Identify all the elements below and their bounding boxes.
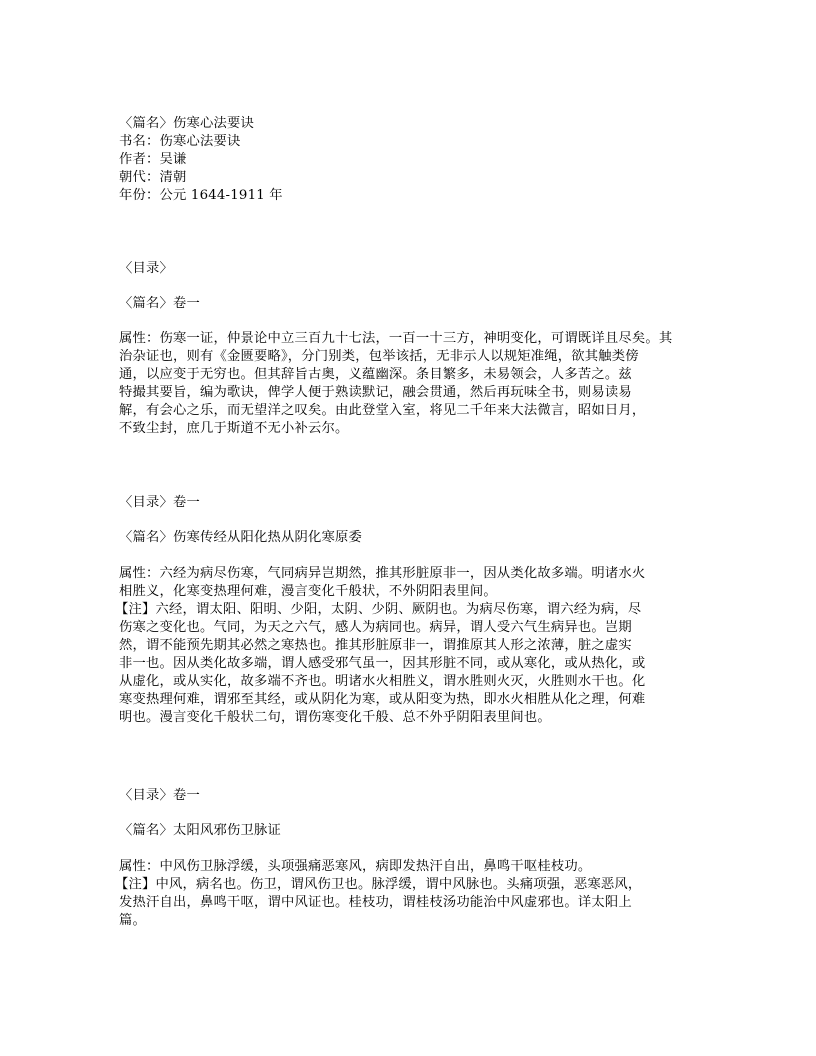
toc-heading: 〈目录〉卷一	[119, 788, 200, 803]
paragraph-line: 伤寒之变化也。气同，为天之六气，感人为病同也。病异，谓人受六气生病异也。岂期	[119, 620, 632, 635]
years: 年份：公元 1644-1911 年	[119, 188, 283, 203]
paragraph-line: 属性：伤寒一证，仲景论中立三百九十七法，一百一十三方，神明变化，可谓既详且尽矣。其	[119, 331, 673, 346]
paragraph-line: 发热汗自出，鼻鸣干呕，谓中风证也。桂枝功，谓桂枝汤功能治中风虚邪也。详太阳上	[119, 895, 632, 910]
paragraph-line: 寒变热理何难，谓邪至其经，或从阴化为寒，或从阳变为热，即水火相胜从化之理，何难	[119, 692, 646, 707]
paragraph-line: 特撮其要旨，编为歌诀，俾学人便于熟读默记，融会贯通，然后再玩味全书，则易读易	[119, 385, 632, 400]
chapter-heading: 〈篇名〉伤寒传经从阳化热从阴化寒原委	[119, 530, 362, 545]
paragraph-line: 明也。漫言变化千般状二句，谓伤寒变化千般、总不外乎阴阳表里间也。	[119, 710, 551, 725]
dynasty: 朝代：清朝	[119, 170, 187, 185]
chapter-heading: 〈篇名〉太阳风邪伤卫脉证	[119, 823, 281, 838]
paragraph-line: 不致尘封，庶几于斯道不无小补云尔。	[119, 421, 349, 436]
chapter-title: 〈篇名〉伤寒心法要诀	[119, 116, 254, 131]
author: 作者：吴谦	[119, 152, 187, 167]
paragraph-line: 通，以应变于无穷也。但其辞旨古奥，义蕴幽深。条目繁多，未易领会，人多苦之。兹	[119, 367, 632, 382]
annotation-line: 【注】六经，谓太阳、阳明、少阳，太阴、少阴、厥阴也。为病尽伤寒，谓六经为病，尽	[115, 602, 642, 617]
annotation-line: 【注】中风，病名也。伤卫，谓风伤卫也。脉浮缓，谓中风脉也。头痛项强，恶寒恶风，	[115, 877, 642, 892]
toc-heading: 〈目录〉卷一	[119, 495, 200, 510]
chapter-heading: 〈篇名〉卷一	[119, 296, 200, 311]
paragraph-line: 相胜义，化寒变热理何难，漫言变化千般状，不外阴阳表里间。	[119, 584, 497, 599]
paragraph-line: 治杂证也，则有《金匮要略》，分门别类，包举该括，无非示人以规矩准绳，欲其触类傍	[119, 349, 639, 364]
toc-heading: 〈目录〉	[119, 261, 173, 276]
paragraph-line: 非一也。因从类化故多端，谓人感受邪气虽一，因其形脏不同，或从寒化，或从热化，或	[119, 656, 646, 671]
paragraph-line: 解，有会心之乐，而无望洋之叹矣。由此登堂入室，将见二千年来大法微言，昭如日月，	[119, 403, 646, 418]
paragraph-line: 从虚化，或从实化，故多端不齐也。明诸水火相胜义，谓水胜则火灭，火胜则水干也。化	[119, 674, 646, 689]
paragraph-line: 然，谓不能预先期其必然之寒热也。推其形脏原非一，谓推原其人形之浓薄，脏之虚实	[119, 638, 632, 653]
paragraph-line: 篇。	[119, 913, 146, 928]
paragraph-line: 属性：六经为病尽伤寒，气同病异岂期然，推其形脏原非一，因从类化故多端。明诸水火	[119, 566, 646, 581]
book-name: 书名：伤寒心法要诀	[119, 134, 241, 149]
paragraph-line: 属性：中风伤卫脉浮缓，头项强痛恶寒风，病即发热汗自出，鼻鸣干呕桂枝功。	[119, 859, 592, 874]
